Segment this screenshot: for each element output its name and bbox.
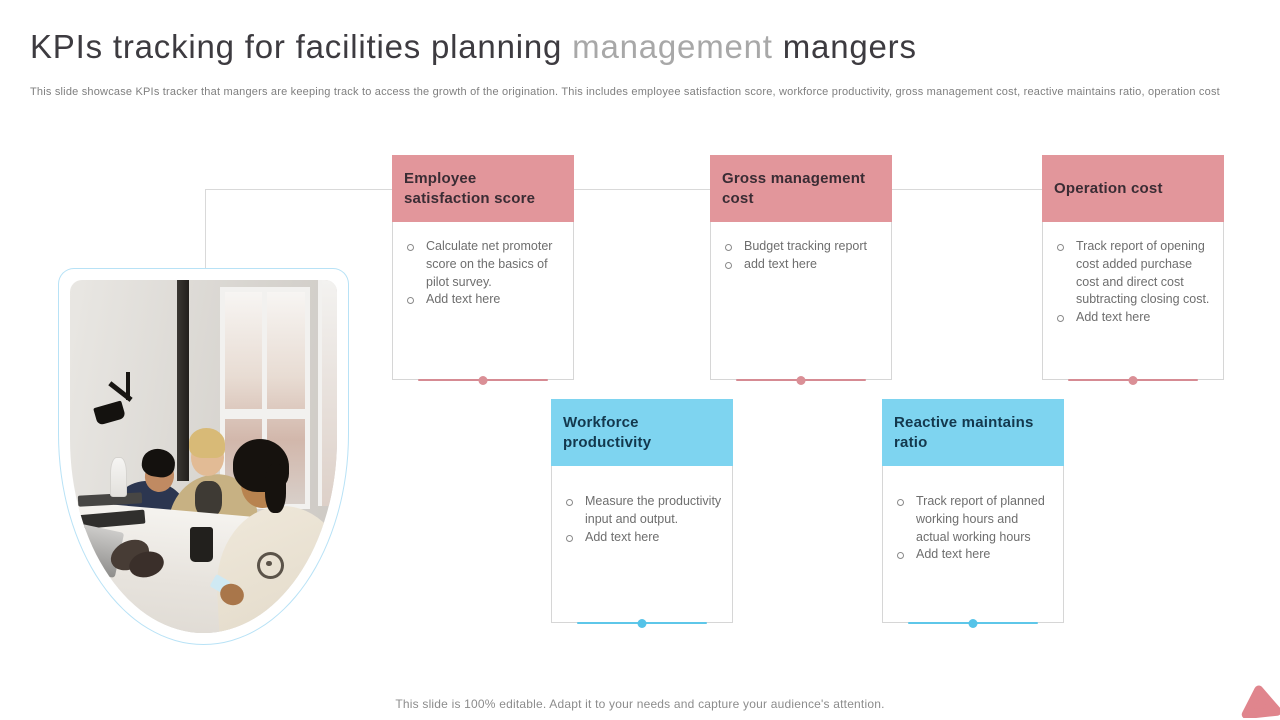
bullet-text: add text here bbox=[744, 256, 817, 271]
bullet-text: Add text here bbox=[426, 292, 501, 307]
card-body bbox=[392, 222, 574, 380]
bullet-item bbox=[565, 493, 722, 529]
team-photo-frame bbox=[58, 268, 349, 645]
card-title: Employee satisfaction score bbox=[404, 170, 536, 207]
card-accent-dot bbox=[969, 619, 978, 628]
card-title: Workforce productivity bbox=[563, 414, 652, 451]
bullet-text: Track report of opening cost added purchase cost and direct cost subtracting closing cost. bbox=[1076, 239, 1210, 307]
page-title bbox=[30, 28, 917, 66]
card-title: Gross management cost bbox=[722, 170, 866, 207]
bullet-text: Add text here bbox=[585, 529, 660, 544]
card-body bbox=[710, 222, 892, 380]
kpi-card-reactive-maintains-ratio bbox=[882, 399, 1064, 623]
bullet-item bbox=[1056, 309, 1213, 327]
bullet-circle-icon bbox=[566, 535, 573, 542]
card-header bbox=[551, 399, 733, 466]
card-accent-dot bbox=[1129, 376, 1138, 385]
bullet-item bbox=[406, 238, 563, 291]
card-accent-dot bbox=[638, 619, 647, 628]
bullet-item bbox=[1056, 238, 1213, 309]
title-part-dark1: KPIs tracking for facilities planning bbox=[30, 28, 573, 65]
bullet-item bbox=[896, 493, 1053, 546]
bullet-circle-icon bbox=[1057, 244, 1064, 251]
card-body bbox=[882, 466, 1064, 623]
card-header bbox=[392, 155, 574, 222]
bullet-item bbox=[724, 238, 881, 256]
bullet-text: Calculate net promoter score on the basics of pilot survey. bbox=[426, 239, 553, 289]
bullet-circle-icon bbox=[725, 262, 732, 269]
card-body bbox=[551, 466, 733, 623]
photo-lamp-head bbox=[93, 400, 126, 425]
kpi-card-workforce-productivity bbox=[551, 399, 733, 623]
corner-triangle-decoration bbox=[1240, 684, 1280, 718]
bullet-item bbox=[565, 529, 722, 547]
bullet-text: Add text here bbox=[916, 547, 991, 562]
photo-pipe bbox=[177, 280, 189, 481]
connector-horizontal-line bbox=[205, 189, 1042, 190]
bullet-circle-icon bbox=[407, 244, 414, 251]
bullet-text: Add text here bbox=[1076, 310, 1151, 324]
bullet-text: Track report of planned working hours and actual working hours bbox=[916, 494, 1045, 544]
photo-window-right bbox=[318, 280, 337, 506]
photo-bottle bbox=[110, 457, 127, 498]
slide-description: This slide showcase KPIs tracker that mangers are keeping track to access the growth of the origination. This includes employee satisfaction score, workforce productivity, gross management cost, reactive maintains ratio, operation cost bbox=[30, 86, 1220, 98]
photo-person-right-hair bbox=[265, 464, 286, 513]
photo-person-middle-hair bbox=[189, 428, 225, 458]
kpi-card-operation-cost bbox=[1042, 155, 1224, 380]
photo-window-mullion-horizontal bbox=[225, 409, 305, 420]
bullet-circle-icon bbox=[897, 552, 904, 559]
team-photo bbox=[70, 280, 337, 633]
kpi-card-gross-management-cost bbox=[710, 155, 892, 380]
bullet-circle-icon bbox=[566, 499, 573, 506]
title-part-gray: management bbox=[572, 28, 773, 65]
bullet-item bbox=[724, 256, 881, 274]
card-body bbox=[1042, 222, 1224, 380]
card-accent-dot bbox=[797, 376, 806, 385]
bullet-circle-icon bbox=[407, 297, 414, 304]
card-header bbox=[710, 155, 892, 222]
photo-mug bbox=[190, 527, 213, 562]
card-title: Reactive maintains ratio bbox=[894, 414, 1034, 451]
kpi-card-employee-satisfaction-score bbox=[392, 155, 574, 380]
bullet-circle-icon bbox=[1057, 315, 1064, 322]
card-header bbox=[1042, 155, 1224, 222]
card-title: Operation cost bbox=[1054, 179, 1163, 197]
bullet-text: Budget tracking report bbox=[744, 239, 867, 253]
bullet-item bbox=[896, 546, 1053, 564]
bullet-item bbox=[406, 291, 563, 309]
photo-sweater-logo bbox=[266, 561, 271, 566]
card-accent-dot bbox=[479, 376, 488, 385]
title-part-dark2: mangers bbox=[772, 28, 917, 65]
connector-vertical-line bbox=[205, 189, 206, 268]
bullet-circle-icon bbox=[725, 244, 732, 251]
bullet-circle-icon bbox=[897, 499, 904, 506]
bullet-text: Measure the productivity input and output. bbox=[585, 494, 722, 526]
editable-note: This slide is 100% editable. Adapt it to your needs and capture your audience's attention. bbox=[395, 697, 885, 711]
card-header bbox=[882, 399, 1064, 466]
photo-lamp-arm bbox=[126, 372, 130, 400]
